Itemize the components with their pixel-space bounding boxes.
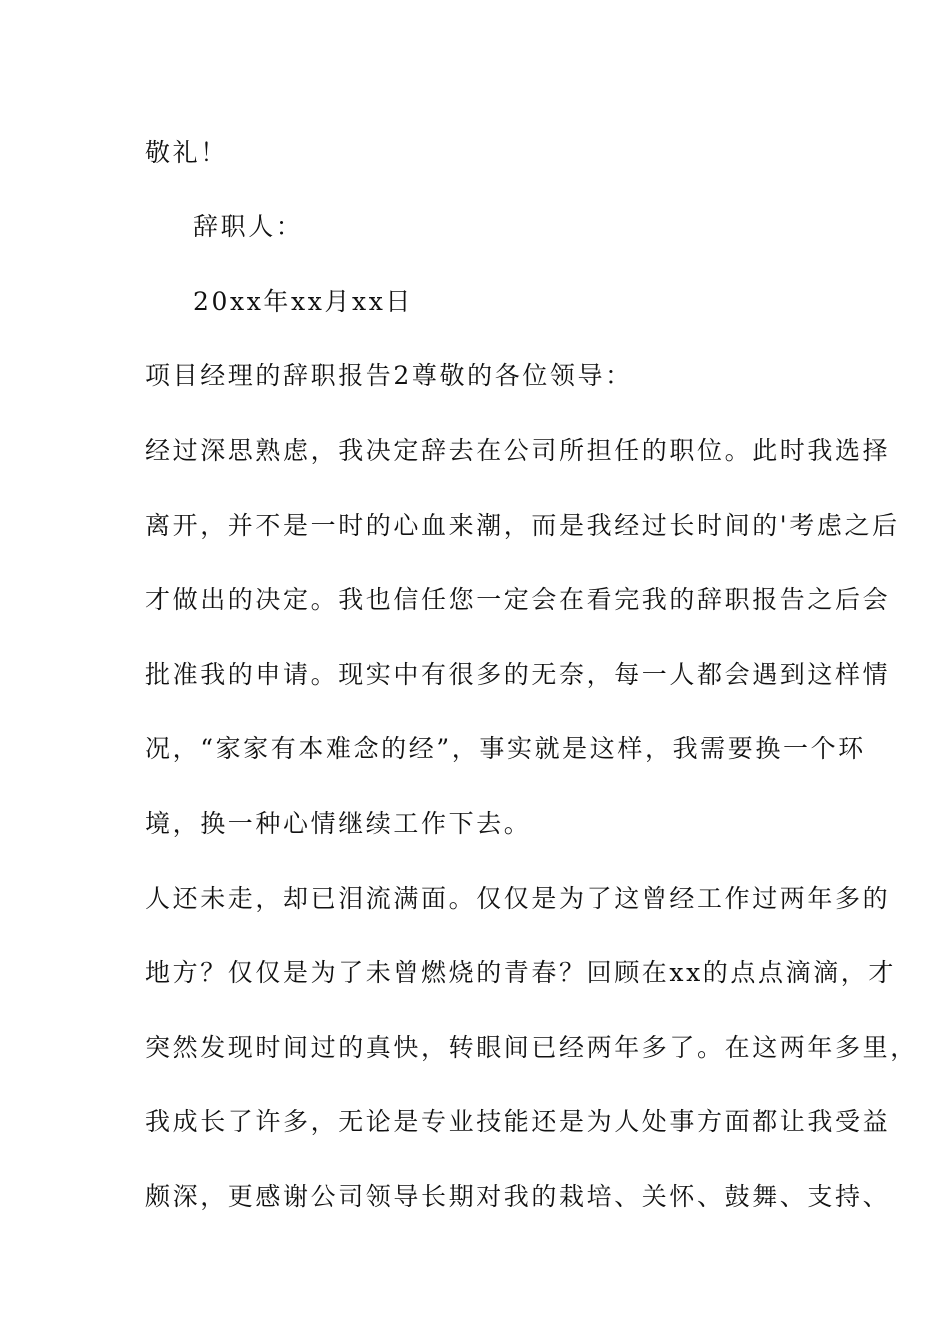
- report-heading: 项目经理的辞职报告2尊敬的各位领导：: [145, 361, 633, 390]
- signature-date: 20xx年xx月xx日: [193, 287, 414, 316]
- paragraph-line: 经过深思熟虑，我决定辞去在公司所担任的职位。此时我选择: [145, 436, 891, 465]
- paragraph-line: 才做出的决定。我也信任您一定会在看完我的辞职报告之后会: [145, 585, 891, 614]
- paragraph-line: 地方？仅仅是为了未曾燃烧的青春？回顾在xx的点点滴滴，才: [145, 958, 897, 987]
- paragraph-line: 况，“家家有本难念的经”，事实就是这样，我需要换一个环: [145, 734, 866, 763]
- paragraph-line: 批准我的申请。现实中有很多的无奈，每一人都会遇到这样情: [145, 660, 891, 689]
- signer-label: 辞职人：: [193, 212, 304, 241]
- paragraph-line: 境，换一种心情继续工作下去。: [145, 809, 532, 838]
- paragraph-line: 颇深，更感谢公司领导长期对我的栽培、关怀、鼓舞、支持、: [145, 1182, 891, 1211]
- paragraph-line: 我成长了许多，无论是专业技能还是为人处事方面都让我受益: [145, 1107, 891, 1136]
- paragraph-line: 离开，并不是一时的心血来潮，而是我经过长时间的'考虑之后: [145, 511, 900, 540]
- paragraph-line: 突然发现时间过的真快，转眼间已经两年多了。在这两年多里，: [145, 1033, 918, 1062]
- paragraph-line: 人还未走，却已泪流满面。仅仅是为了这曾经工作过两年多的: [145, 884, 891, 913]
- closing-salutation: 敬礼！: [145, 138, 228, 167]
